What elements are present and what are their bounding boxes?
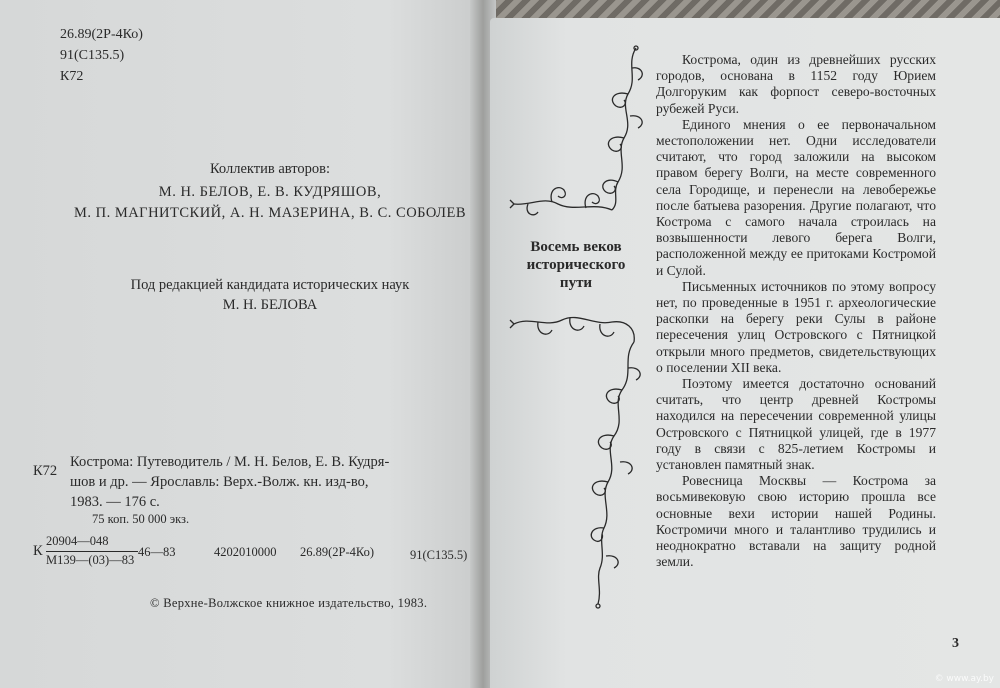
formula-bottom: М139—(03)—83 — [46, 553, 135, 567]
copyright-line: © Верхне-Волжское книжное издательство, 1983. — [150, 596, 428, 610]
paragraph-5: Ровесница Москвы — Кострома за восьмивековую свою историю прошла все основные вехи истории нашей Родины. Костромичи много и талантливо трудились и неоднократно вставали на защиту родной земли. — [656, 473, 936, 570]
authors-line-2: М. П. МАГНИТСКИЙ, А. Н. МАЗЕРИНА, В. С. СОБОЛЕВ — [73, 205, 467, 221]
authors-line-1: М. Н. БЕЛОВ, Е. В. КУДРЯШОВ, — [158, 184, 382, 200]
paragraph-3: Письменных источников по этому вопросу нет, по проведенные в 1951 г. археологические раскопки на берегу реки Сулы в районе пересечения улиц Островского с Пятницкой открыли много предметов, свидетельствующих о поселении XII века. — [656, 278, 936, 375]
editor-line: Под редакцией кандидата исторических наук — [130, 277, 410, 293]
catalog-line-1: Кострома: Путеводитель / М. Н. Белов, Е. В. Кудря- — [70, 454, 390, 470]
bbk-code-3: К72 — [60, 69, 84, 84]
formula-k: К — [33, 543, 43, 559]
formula-fraction-line — [46, 551, 138, 552]
bbk-code-1: 26.89(2Р-4Ко) — [60, 27, 143, 42]
page-number: 3 — [952, 636, 959, 651]
authors-intro: Коллектив авторов: — [209, 161, 331, 177]
formula-suffix: 46—83 — [138, 545, 176, 559]
formula-top: 20904—048 — [46, 534, 109, 548]
watermark: © www.ay.by — [934, 674, 994, 684]
catalog-line-2: шов и др. — Ярославль: Верх.-Волж. кн. изд-во, — [70, 474, 369, 490]
floral-ornament-top-icon — [508, 44, 648, 219]
paragraph-2: Единого мнения о ее первоначальном местоположении нет. Одни исследователи считают, что город заложили на высоком правом берегу Волги, на месте современного села Городище, и перенесли на левобережье после батыева разорения. Другие полагают, что Кострома с самого начала строилась на возвышенности левого берега Волги, расположенной между ее притоками Костромой и Сулой. — [656, 116, 936, 278]
editor-name: М. Н. БЕЛОВА — [222, 297, 318, 313]
formula-bbk-2: 91(С135.5) — [410, 548, 468, 562]
catalog-code: К72 — [33, 463, 58, 479]
floral-ornament-bottom-icon — [508, 312, 648, 612]
section-title: Восемь веков исторического пути — [526, 239, 626, 291]
formula-number: 4202010000 — [214, 545, 277, 559]
catalog-line-3: 1983. — 176 с. — [70, 494, 160, 510]
paragraph-1: Кострома, один из древнейших русских городов, основана в 1152 году Юрием Долгоруким как форпост северо-восточных рубежей Руси. — [656, 52, 936, 116]
main-text-column — [656, 52, 936, 571]
formula-bbk-1: 26.89(2Р-4Ко) — [300, 545, 375, 559]
paragraph-4: Поэтому имеется достаточно оснований считать, что центр древней Костромы находился на пересечении современной улицы Островского с Пятницкой улицей, где в 1977 году в связи с 825-летием Костромы и установлен памятный знак. — [656, 376, 936, 473]
bbk-code-2: 91(С135.5) — [60, 48, 125, 63]
price-line: 75 коп. 50 000 экз. — [92, 512, 190, 526]
left-page — [0, 0, 484, 688]
